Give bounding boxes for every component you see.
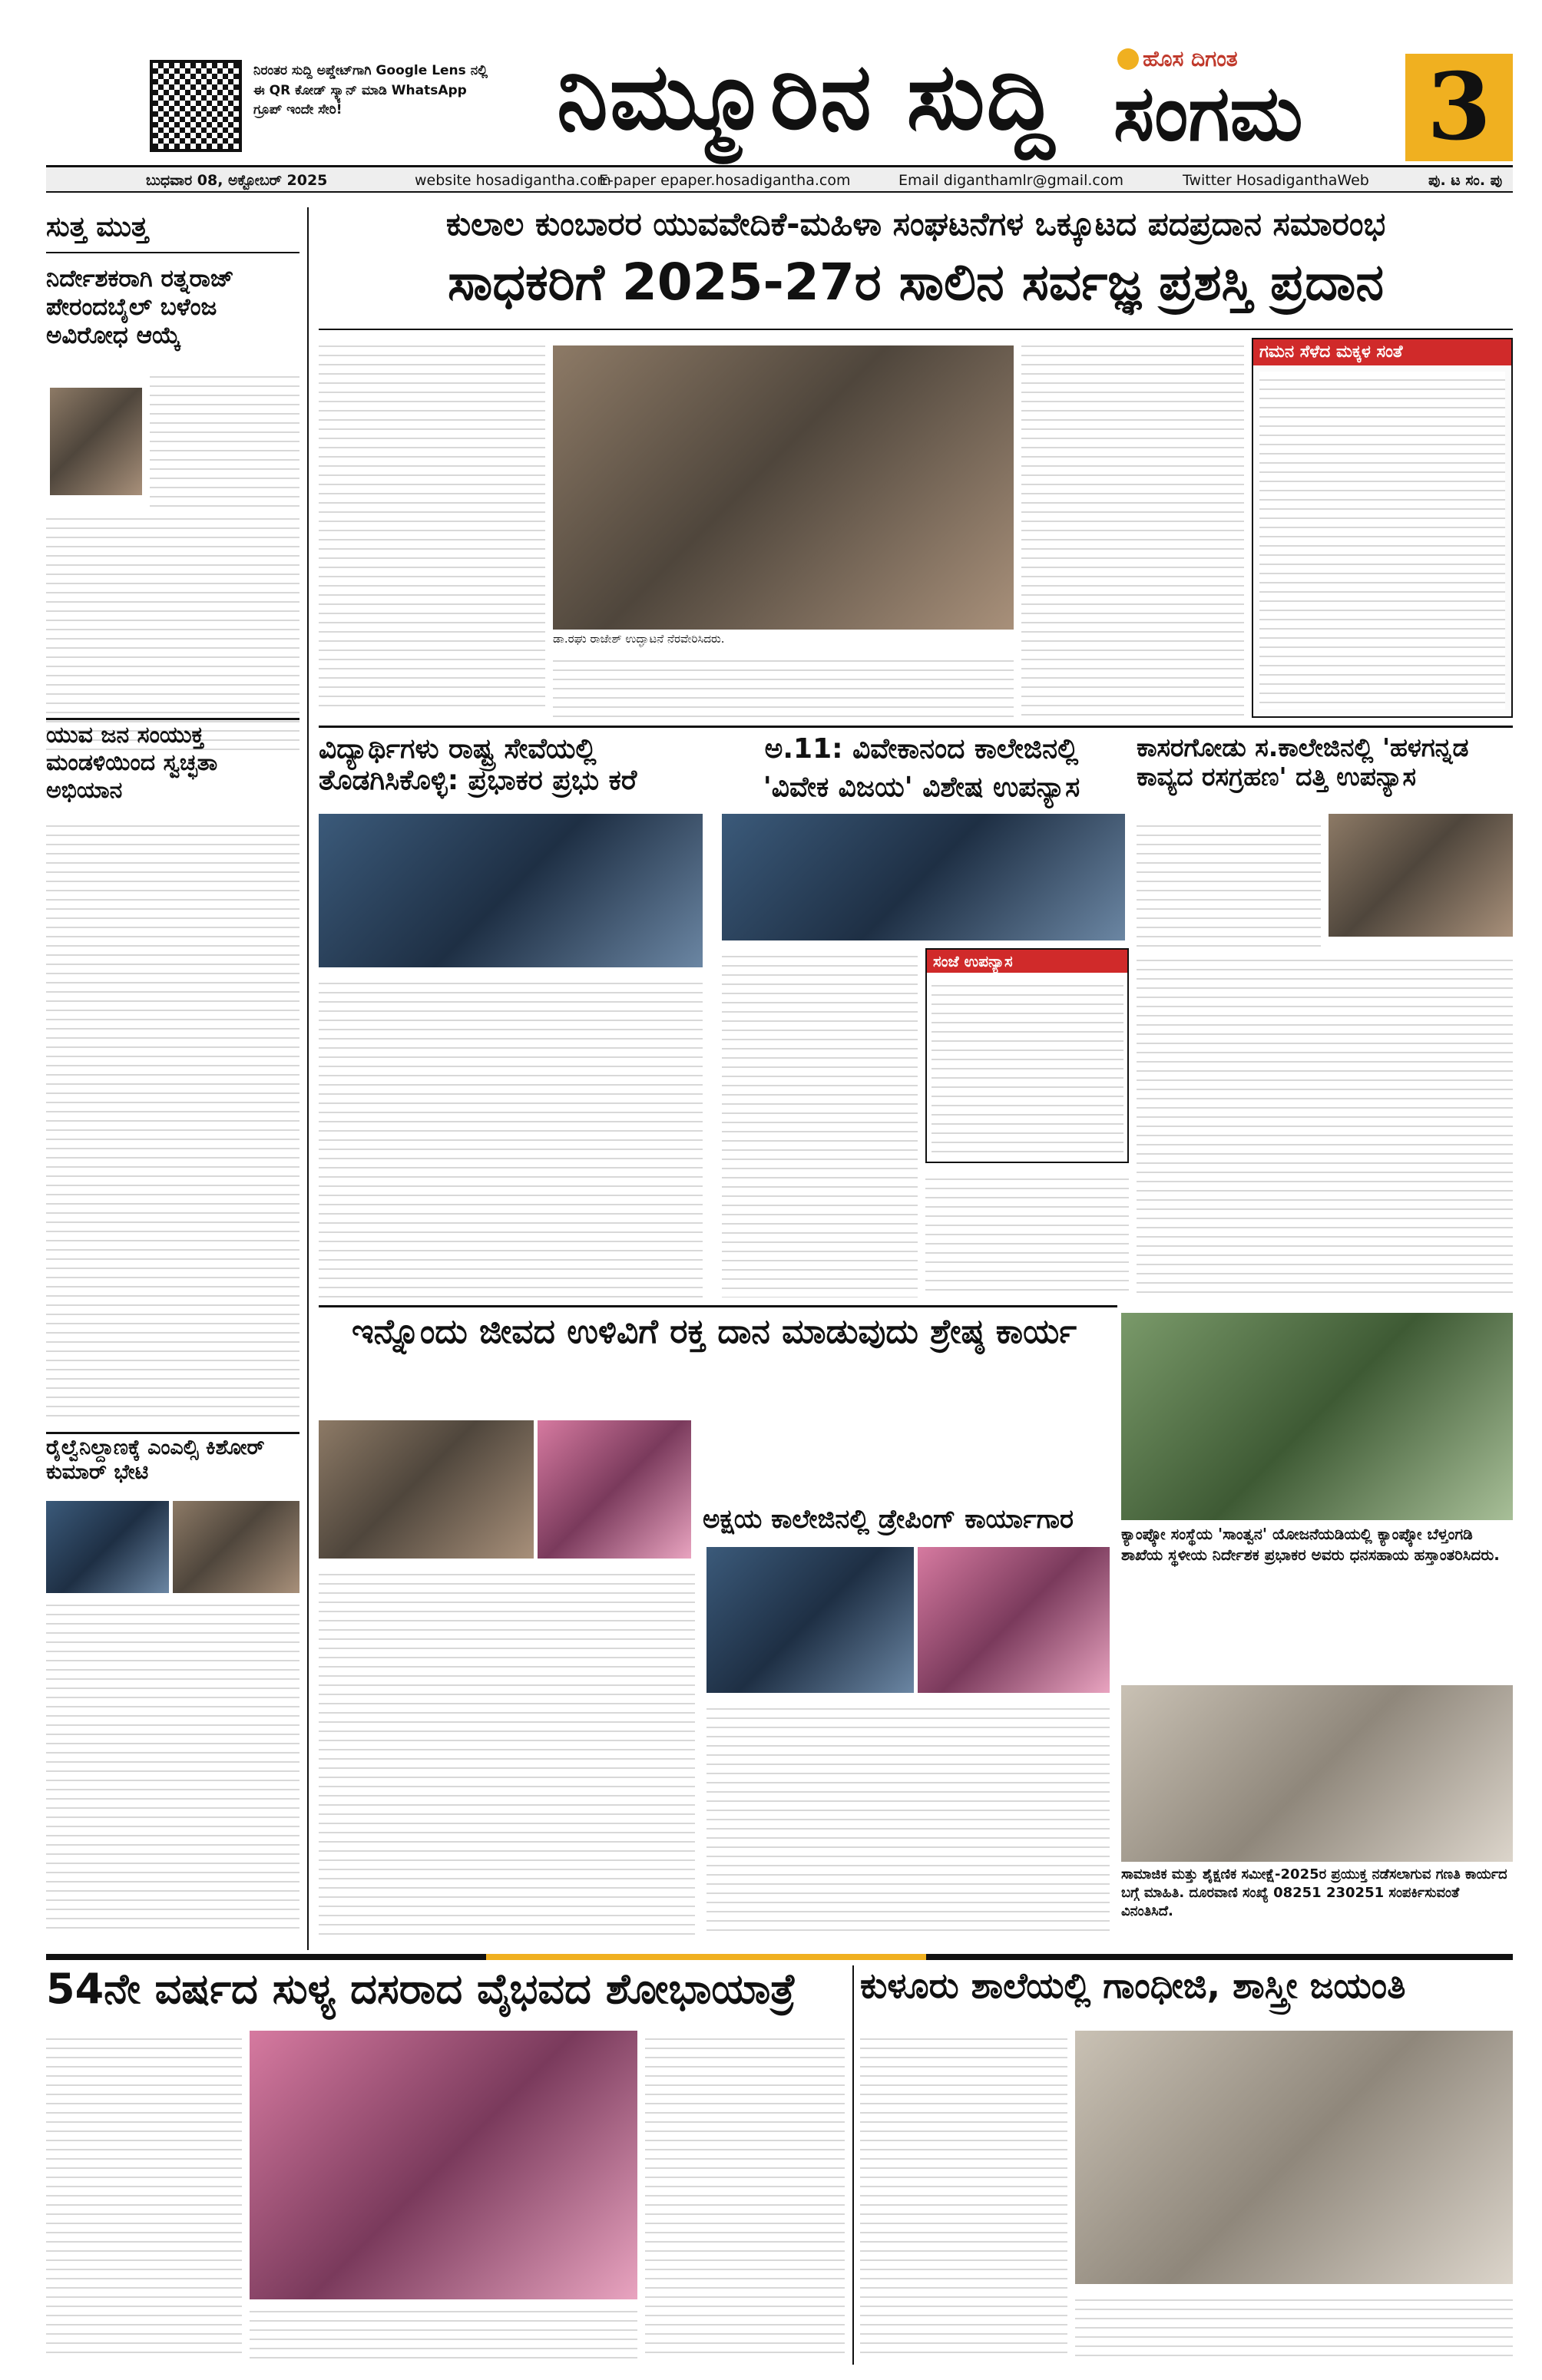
- twitter-link[interactable]: Twitter HosadiganthaWeb: [1183, 172, 1369, 189]
- story-campco-photo: [1121, 1313, 1513, 1520]
- section-title: ಸಂಗಮ: [1113, 68, 1303, 158]
- lead-headline[interactable]: ಸಾಧಕರಿಗೆ 2025-27ರ ಸಾಲಿನ ಸರ್ವಜ್ಞ ಪ್ರಶಸ್ತಿ ಪ್ರದಾನ: [447, 253, 1385, 312]
- issue-date: ಬುಧವಾರ 08, ಅಕ್ಟೋಬರ್ 2025: [146, 172, 328, 189]
- sidebar-story1-photo: [50, 388, 142, 495]
- story-sullia-body-2: [250, 2303, 637, 2361]
- story-vivekananda-photo: [722, 814, 1125, 940]
- sidebar-story2-title[interactable]: ಯುವ ಜನ ಸಂಯುಕ್ತ ಮಂಡಳಿಯಿಂದ ಸ್ವಚ್ಛತಾ ಅಭಿಯಾನ: [46, 722, 218, 804]
- sidebar-story2-body: [46, 818, 299, 1424]
- sidebar-divider: [46, 1432, 299, 1434]
- story-kasaragod-photo: [1329, 814, 1513, 937]
- lead-body-col2: [553, 653, 1014, 718]
- story-prabhakar-body: [319, 975, 703, 1297]
- qr-caption: ನಿರಂತರ ಸುದ್ದಿ ಅಪ್ಡೇಟ್‌ಗಾಗಿ Google Lens ನಲ್ಲಿ ಈ QR ಕೋಡ್ ಸ್ಕ್ಯಾನ್ ಮಾಡಿ WhatsApp ಗ್ರೂಪ್ ಇಂದೇ ಸೇರಿ!: [253, 63, 488, 117]
- sidebar-story1-title[interactable]: ನಿರ್ದೇಶಕರಾಗಿ ರತ್ನರಾಜ್ ಪೇರಂದಬೈಲ್ ಬಳೆಂಜ ಅವಿರೋಧ ಆಯ್ಕೆ: [46, 265, 234, 350]
- lead-rule: [319, 329, 1513, 330]
- story-vivekananda-title-top[interactable]: ಅ.11: ವಿವೇಕಾನಂದ ಕಾಲೇಜಿನಲ್ಲಿ: [764, 733, 1079, 765]
- story-vivekananda-body: [722, 948, 918, 1297]
- sun-icon: [1117, 48, 1139, 70]
- story-kuluru-body-1: [860, 2031, 1067, 2361]
- header-meta-bar: [46, 165, 1513, 193]
- attention-box-body: [1259, 372, 1505, 709]
- sidebar-story3-title[interactable]: ರೈಲ್ವೆನಿಲ್ದಾಣಕ್ಕೆ ಎಂಎಲ್ಸಿ ಕಿಶೋರ್ ಕುಮಾರ್ ಭೇಟಿ: [46, 1436, 265, 1485]
- lead-kicker: ಕುಲಾಲ ಕುಂಬಾರರ ಯುವವೇದಿಕೆ-ಮಹಿಳಾ ಸಂಘಟನೆಗಳ ಒಕ್ಕೂಟದ ಪದಪ್ರದಾನ ಸಮಾರಂಭ: [445, 205, 1386, 243]
- sidebar-story3-photo-1: [46, 1501, 169, 1593]
- epaper-link[interactable]: E-paper epaper.hosadigantha.com: [599, 172, 851, 189]
- attention-box-title: ಗಮನ ಸೆಳೆದ ಮಕ್ಕಳ ಸಂತೆ: [1253, 339, 1511, 365]
- story-sullia-body-1: [46, 2031, 242, 2361]
- row-rule: [319, 726, 1513, 728]
- story-sullia-body-3: [645, 2031, 845, 2361]
- website-link[interactable]: website hosadigantha.com: [415, 172, 611, 189]
- story-campco-caption: ಕ್ಯಾಂಪ್ಕೋ ಸಂಸ್ಥೆಯ 'ಸಾಂತ್ವನ' ಯೋಜನೆಯಡಿಯಲ್ಲಿ ಕ್ಯಾಂಪ್ಕೋ ಬೆಳ್ತಂಗಡಿ ಶಾಖೆಯ ಸ್ಥಳೀಯ ನಿರ್ದೇಶಕ ಪ್ರಭಾಕರ ಅವರು ಧನಸಹಾಯ ಹಸ್ತಾಂತರಿಸಿದರು.: [1121, 1525, 1500, 1564]
- story-blood-donation-photo-2: [538, 1420, 691, 1559]
- sidebar-logo-text: ಸುತ್ತ ಮುತ್ತ: [46, 211, 149, 243]
- story-sullia-photo: [250, 2031, 637, 2299]
- evening-lecture-body: [931, 977, 1123, 1154]
- sidebar-story3-photo-2: [173, 1501, 299, 1593]
- story-draping-body: [706, 1701, 1110, 1935]
- story-blood-donation-title[interactable]: ಇನ್ನೊಂದು ಜೀವದ ಉಳಿವಿಗೆ ರಕ್ತ ದಾನ ಮಾಡುವುದು ಶ್ರೇಷ್ಠ ಕಾರ್ಯ: [351, 1312, 1077, 1351]
- story-kuluru-title[interactable]: ಕುಳೂರು ಶಾಲೆಯಲ್ಲಿ ಗಾಂಧೀಜಿ, ಶಾಸ್ತ್ರೀ ಜಯಂತಿ: [860, 1965, 1406, 2006]
- story-survey-caption: ಸಾಮಾಜಿಕ ಮತ್ತು ಶೈಕ್ಷಣಿಕ ಸಮೀಕ್ಷೆ-2025ರ ಪ್ರಯುಕ್ತ ನಡೆಸಲಾಗುವ ಗಣತಿ ಕಾರ್ಯದ ಬಗ್ಗೆ ಮಾಹಿತಿ. ದೂರವಾಣಿ ಸಂಖ್ಯೆ 08251 230251 ಸಂಪರ್ಕಿಸುವಂತೆ ವಿನಂತಿಸಿದೆ.: [1121, 1866, 1507, 1919]
- lead-photo: [553, 345, 1014, 630]
- story-vivekananda-body-2: [925, 1171, 1129, 1297]
- story-draping-photo-1: [706, 1547, 914, 1693]
- story-kasaragod-title[interactable]: ಕಾಸರಗೋಡು ಸ.ಕಾಲೇಜಿನಲ್ಲಿ 'ಹಳಗನ್ನಡ ಕಾವ್ಯದ ರಸಗ್ರಹಣ' ದತ್ತಿ ಉಪನ್ಯಾಸ: [1137, 732, 1469, 792]
- row-rule: [319, 1305, 1117, 1307]
- sidebar-story3-body: [46, 1597, 299, 1935]
- brand-name: ಹೊಸ ದಿಗಂತ: [1143, 46, 1238, 71]
- story-blood-donation-body: [319, 1566, 695, 1935]
- evening-lecture-title: ಸಂಜೆ ಉಪನ್ಯಾಸ: [927, 950, 1127, 973]
- page-number-badge: [1405, 54, 1513, 161]
- email-link[interactable]: Email diganthamlr@gmail.com: [898, 172, 1123, 189]
- story-prabhakar-photo: [319, 814, 703, 967]
- story-sullia-dasara-title[interactable]: 54ನೇ ವರ್ಷದ ಸುಳ್ಯ ದಸರಾದ ವೈಭವದ ಶೋಭಾಯಾತ್ರೆ: [46, 1965, 796, 2013]
- lead-body-col1: [319, 338, 545, 714]
- attention-box: [1252, 338, 1513, 718]
- color-band: [46, 1954, 1513, 1960]
- sidebar-logo: [46, 211, 299, 253]
- story-draping-title[interactable]: ಅಕ್ಷಯ ಕಾಲೇಜಿನಲ್ಲಿ ಡ್ರೇಪಿಂಗ್ ಕಾರ್ಯಾಗಾರ: [703, 1504, 1074, 1535]
- evening-lecture-box: [925, 948, 1129, 1163]
- story-survey-photo: [1121, 1685, 1513, 1862]
- sidebar-divider: [46, 718, 299, 720]
- story-kuluru-photo: [1075, 2031, 1513, 2284]
- page-number: 3: [1427, 53, 1491, 161]
- story-prabhakar-title[interactable]: ವಿದ್ಯಾರ್ಥಿಗಳು ರಾಷ್ಟ್ರ ಸೇವೆಯಲ್ಲಿ ತೊಡಗಿಸಿಕೊಳ್ಳಿ: ಪ್ರಭಾಕರ ಪ್ರಭು ಕರೆ: [319, 733, 637, 797]
- story-blood-donation-photo-1: [319, 1420, 534, 1559]
- masthead-title: ನಿಮ್ಮೂರಿನ ಸುದ್ದಿ: [557, 42, 1056, 150]
- story-kasaragod-body-1: [1137, 818, 1321, 948]
- qr-code[interactable]: [150, 60, 242, 152]
- story-draping-photo-2: [918, 1547, 1110, 1693]
- sidebar-story1-body: [150, 369, 299, 507]
- lead-photo-caption: ಡಾ.ರಘು ರಾಜೇಶ್ ಉದ್ಘಾಟನೆ ನೆರವೇರಿಸಿದರು.: [553, 632, 725, 646]
- story-kuluru-body-2: [1075, 2292, 1513, 2361]
- edition-code: ಪು. ಟ ಸಂ. ಪು: [1428, 172, 1503, 189]
- lead-body-col3: [1021, 338, 1244, 718]
- sidebar-column-rule: [307, 207, 309, 1950]
- story-kasaragod-body-2: [1137, 952, 1513, 1297]
- story-vivekananda-title-bottom[interactable]: 'ವಿವೇಕ ವಿಜಯ' ವಿಶೇಷ ಉಪನ್ಯಾಸ: [763, 772, 1080, 803]
- bottom-column-rule: [852, 1965, 854, 2365]
